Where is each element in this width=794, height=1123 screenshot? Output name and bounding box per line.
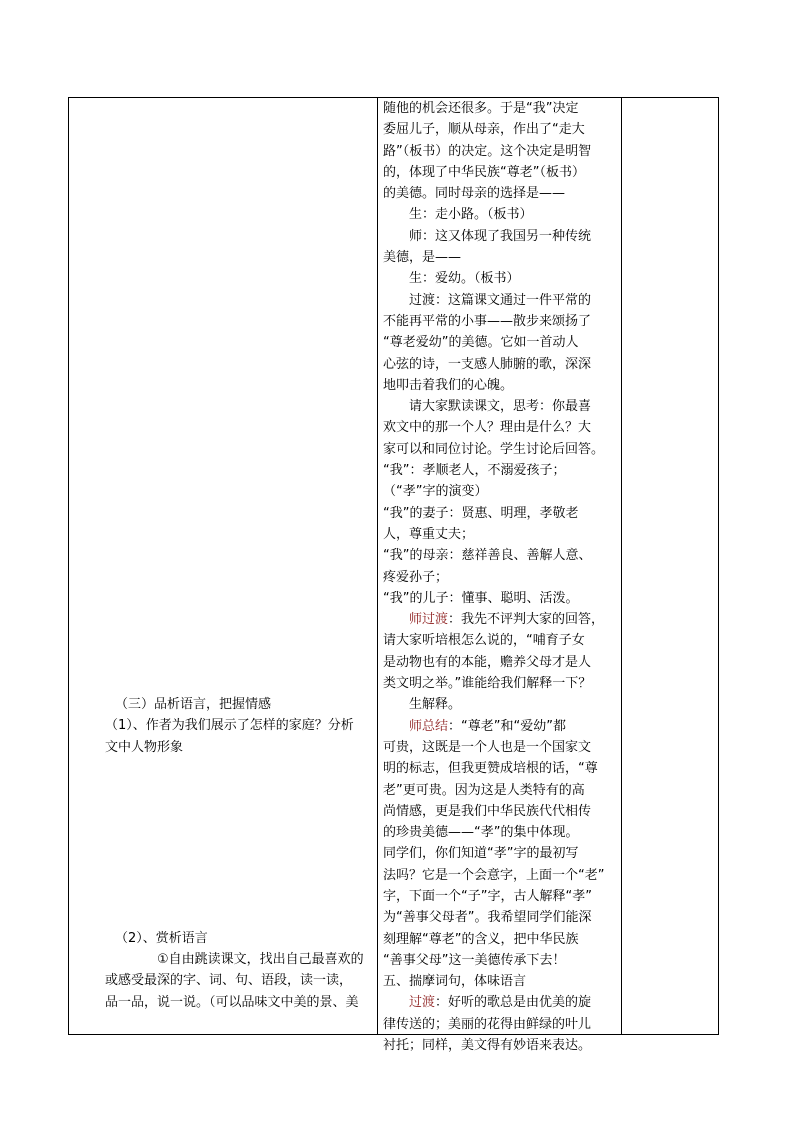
text-line: 法吗？它是一个会意字，上面一个“老” (383, 867, 605, 883)
text-line: （“孝”字的演变） (383, 484, 488, 500)
text-line: 为“善事父母者”。我希望同学们能深 (383, 910, 592, 926)
lesson-table (68, 97, 719, 1054)
text-line: 的美德。同时母亲的选择是—— (383, 186, 566, 202)
question-1-line-1: （1）、作者为我们展示了怎样的家庭？分析 (105, 718, 354, 734)
text-line: 家可以和同位讨论。学生讨论后回答。 (383, 441, 605, 457)
text-line: “我”的母亲：慈祥善良、善解人意、 (383, 548, 592, 564)
text-line: 委屈儿子，顺从母亲，作出了“走大 (383, 122, 585, 138)
text-line: 律传送的；美丽的花得由鲜绿的叶儿 (383, 1016, 592, 1032)
text-line: 生：爱幼。（板书） (409, 271, 520, 287)
question-2-line-2: 或感受最深的字、词、句、语段，读一读， (105, 973, 353, 989)
text-span: ：好听的歌总是由优美的旋 (435, 995, 592, 1011)
text-line: 生：走小路。（板书） (409, 207, 533, 223)
text-line: “我”的妻子：贤惠、明理，孝敬老 (383, 505, 579, 521)
text-line (383, 716, 619, 737)
text-line: 过渡：这篇课文通过一件平常的 (409, 292, 592, 308)
text-line: 可贵，这既是一个人也是一个国家文 (383, 739, 592, 755)
text-line: 是动物也有的本能，赡养父母才是人 (383, 654, 592, 670)
text-line: 生解释。 (409, 697, 462, 713)
text-line: 老”更可贵。因为这是人类特有的高 (383, 782, 585, 798)
text-line: 的，体现了中华民族“尊老”（板书） (383, 164, 585, 180)
text-line: 师：这又体现了我国另一种传统 (409, 228, 592, 244)
text-line: 美德，是—— (383, 250, 462, 266)
section-title: （三）品析语言，把握情感 (115, 697, 272, 712)
text-line: 人，尊重丈夫； (383, 526, 475, 542)
question-2-title: （2）、赏析语言 (115, 930, 208, 946)
text-line: 欢文中的那一个人？理由是什么？大 (383, 420, 592, 436)
text-line: 同学们，你们知道“孝”字的最初写 (383, 846, 579, 862)
text-line: 疼爱孙子； (383, 569, 449, 585)
text-line: 尚情感，更是我们中华民族代代相传 (383, 803, 592, 819)
text-line: 心弦的诗，一支感人肺腑的歌，深深 (383, 356, 592, 372)
text-line: 不能再平常的小事——散步来颂扬了 (383, 313, 592, 329)
text-line: 请大家默读课文，思考：你最喜 (409, 399, 592, 415)
text-line: 的珍贵美德——“孝”的集中体现。 (383, 825, 579, 841)
text-line: 路”（板书）的决定。这个决定是明智 (383, 143, 592, 159)
question-1-line-2: 文中人物形象 (105, 739, 184, 755)
section-heading: 五、揣摩词句，体味语言 (383, 974, 527, 990)
left-column (75, 98, 373, 1013)
transition-label: 过渡 (409, 995, 436, 1011)
question-2-line-3: 品一品，说一说。（可以品味文中美的景、美 (105, 994, 359, 1010)
text-line (383, 609, 619, 630)
text-line: “我”：孝顺老人，不溺爱孩子； (383, 463, 566, 479)
teacher-transition-label: 师过渡 (409, 612, 449, 628)
text-span: ：“尊老”和“爱幼”都 (448, 718, 566, 734)
text-line: 请大家听培根怎么说的，“哺育子女 (383, 633, 585, 649)
text-line: 衬托；同样，美文得有妙语来表达。 (383, 1038, 592, 1054)
text-line (383, 992, 619, 1013)
text-line: 刻理解“尊老”的含义，把中华民族 (383, 931, 579, 947)
text-line: 类文明之举。”谁能给我们解释一下？ (383, 676, 592, 692)
text-line: 地叩击着我们的心魄。 (383, 377, 514, 393)
text-line: “善事父母”这一美德传承下去！ (383, 952, 566, 968)
teacher-summary-label: 师总结 (409, 718, 449, 734)
text-line: 字，下面一个“子”字，古人解释“孝” (383, 888, 592, 904)
text-line: 明的标志，但我更赞成培根的话，“尊 (383, 761, 598, 777)
question-2-line-1: ①自由跳读课文，找出自己最喜欢的 (157, 952, 364, 968)
right-column (622, 98, 718, 1034)
text-line: “我”的儿子：懂事、聪明、活泼。 (383, 590, 579, 606)
column-divider-1 (377, 98, 378, 1034)
text-span: ：我先不评判大家的回答， (448, 612, 605, 628)
text-line: “尊老爱幼”的美德。它如一首动人 (383, 335, 579, 351)
text-line: 随他的机会还很多。于是“我”决定 (383, 101, 579, 116)
middle-column (383, 98, 619, 1056)
